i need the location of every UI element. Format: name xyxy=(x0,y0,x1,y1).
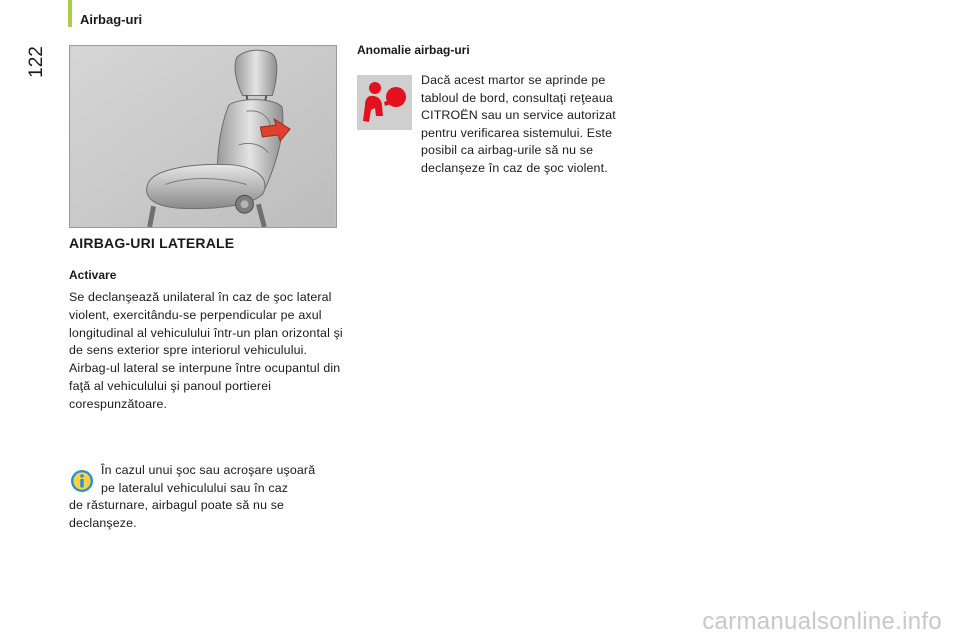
airbag-warning-lamp-icon xyxy=(357,75,412,130)
body-text xyxy=(69,289,344,414)
airbag-warning-lamp-panel xyxy=(357,75,412,130)
note-line-2: pe lateralul vehiculului sau în caz xyxy=(101,480,289,495)
anomaly-title: Anomalie airbag-uri xyxy=(357,43,470,57)
car-seat-icon xyxy=(70,46,336,227)
paragraph-2: Airbag-ul lateral se interpune între ocupantul din faţă al vehiculului şi panoul portierei corespunzătoare. xyxy=(69,361,341,411)
watermark: carmanualsonline.info xyxy=(702,608,942,635)
page-number: 122 xyxy=(26,46,47,78)
section-title: Airbag-uri xyxy=(80,12,143,27)
anomaly-text: Dacă acest martor se aprinde pe tabloul de bord, consultaţi reţeaua CITROËN sau un service autorizat pentru verificarea sistemului. Este posibil ca airbag-urile să nu se declanşeze în caz de şoc violent. xyxy=(421,73,616,175)
note-line-1: În cazul unui şoc sau acroşare uşoară xyxy=(101,463,316,477)
subheading-activation: Activare xyxy=(69,268,117,282)
note-rest: de răsturnare, airbagul poate să nu se declanşeze. xyxy=(69,498,285,530)
header-accent-bar xyxy=(68,0,72,27)
paragraph-1: Se declanşează unilateral în caz de şoc lateral violent, exercitându-se perpendicular pe axul longitudinal al vehiculului într-un plan orizontal şi de sens exterior spre interiorul vehiculului. xyxy=(69,290,343,358)
section-heading: AIRBAG-URI LATERALE xyxy=(69,235,235,251)
seat-side-airbag-figure xyxy=(69,45,337,228)
info-note xyxy=(69,462,339,532)
